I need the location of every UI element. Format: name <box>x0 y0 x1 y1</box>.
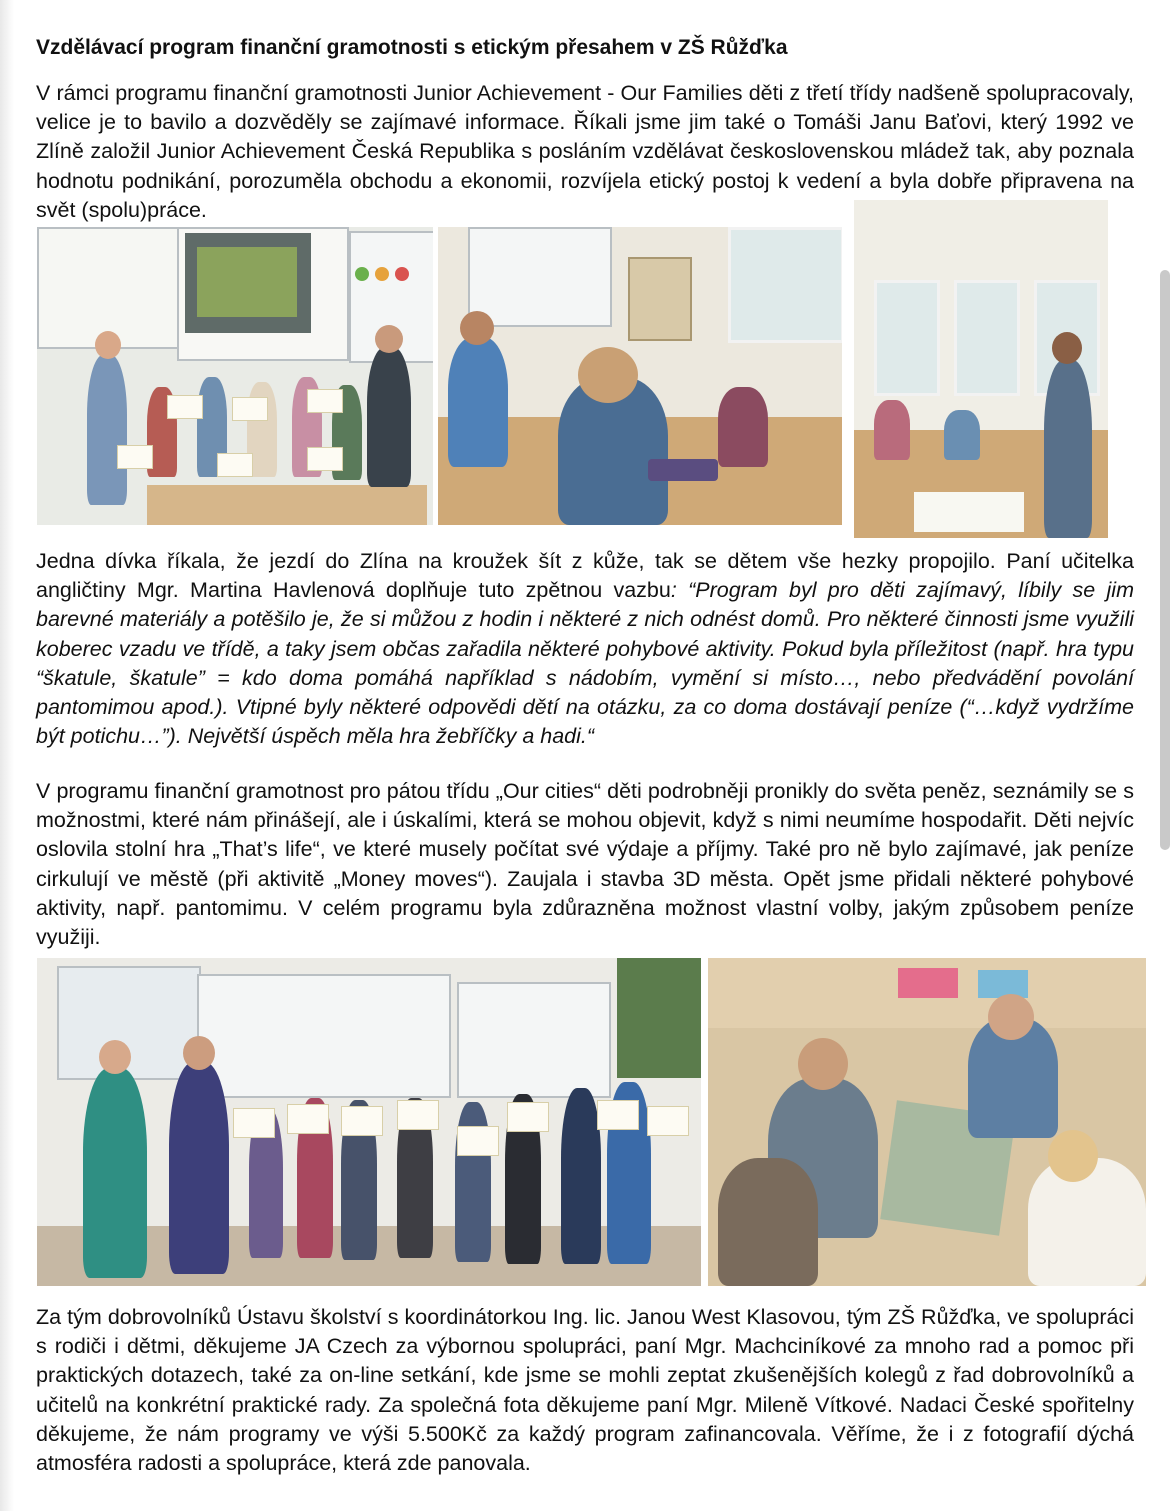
photo-class3-group <box>37 227 433 525</box>
paragraph-1: V rámci programu finanční gramotnosti Junior Achievement - Our Families děti z třetí třídy nadšeně spolupracovaly, velice je to bavilo a dozvěděly se zajímavé informace. Říkali jsme jim také o Tomáši Janu Baťovi, který 1992 ve Zlíně založil Junior Achievement Česká Republika s posláním vzdělávat československou mládež tak, aby poznala hodnotu podnikání, porozuměla obchodu a ekonomii, rozvíjela etický postoj k vedení a byla dobře připravena na svět (spolu)práce. <box>36 81 1134 222</box>
paragraph-3: V programu finanční gramotnost pro pátou třídu „Our cities“ děti podrobněji pronikly do světa peněz, seznámily se s možnostmi, které nám přinášejí, ale i úskalími, která se mohou objevit, když s nimi neumíme hospodařit. Děti nejvíc oslovila stolní hra „That’s life“, ve které musely počítat své výdaje a příjmy. Také pro ně bylo zajímavé, jak peníze cirkulují ve městě (při aktivitě „Money moves“). Zaujala i stavba 3D města. Opět jsme přidali některé pohybové aktivity, např. pantomimu. V celém programu byla zdůrazněna možnost vlastní volby, jakým způsobem peníze využiji. <box>36 779 1134 950</box>
paragraph-2 <box>36 547 1134 751</box>
photo-class3-teacher <box>854 200 1108 538</box>
scrollbar[interactable] <box>1160 270 1170 850</box>
page-edge-shadow <box>0 0 14 1511</box>
article-title: Vzdělávací program finanční gramotnosti s etickým přesahem v ZŠ Růžďka <box>36 36 788 59</box>
photo-class5-board-game <box>708 958 1146 1286</box>
teacher-quote: : “Program byl pro děti zajímavý, líbily se jim barevné materiály a potěšilo je, že si můžou z hodin i některé z nich odnést domů. Pro některé činnosti jsme využili koberec vzadu ve třídě, a taky jsem občas zařadila některé pohybové aktivity. Pokud byla příležitost (např. hra typu “škatule, škatule” = kdo doma pomáhá například s nádobím, vymění si místo…, nebo předvádění povolání pantomimou apod.). Vtipné byly některé odpovědi dětí na otázku, za co doma dostávají peníze (“…když vydržíme být potichu…”). Největší úspěch měla hra žebříčky a hadi.“ <box>36 578 1134 749</box>
photo-class5-group <box>37 958 701 1286</box>
paragraph-2-intro: Jedna dívka říkala, že jezdí do Zlína na kroužek šít z kůže, tak se dětem vše hezky propojilo. Paní učitelka angličtiny Mgr. Martina Havlenová doplňuje tuto zpětnou vazbu <box>36 549 1134 603</box>
paragraph-4: Za tým dobrovolníků Ústavu školství s koordinátorkou Ing. lic. Janou West Klasovou, tým ZŠ Růžďka, ve spolupráci s rodiči i dětmi, děkujeme JA Czech za výbornou spolupráci, paní Mgr. Machciníkové za mnoho rad a pomoc při praktických dotazech, také za on-line setkání, kde jsme se mohli zeptat zkušenějších kolegů z řad dobrovolníků a učitelů na konkrétní praktické rady. Za společná fota děkujeme paní Mgr. Mileně Vítkové. Nadaci České spořitelny děkujeme, že nám programy ve výši 5.500Kč za každý program zafinancovala. Věříme, že i z fotografií dýchá atmosféra radosti a spolupráce, která zde panovala. <box>36 1305 1134 1476</box>
photo-class3-hands-up <box>438 227 842 525</box>
